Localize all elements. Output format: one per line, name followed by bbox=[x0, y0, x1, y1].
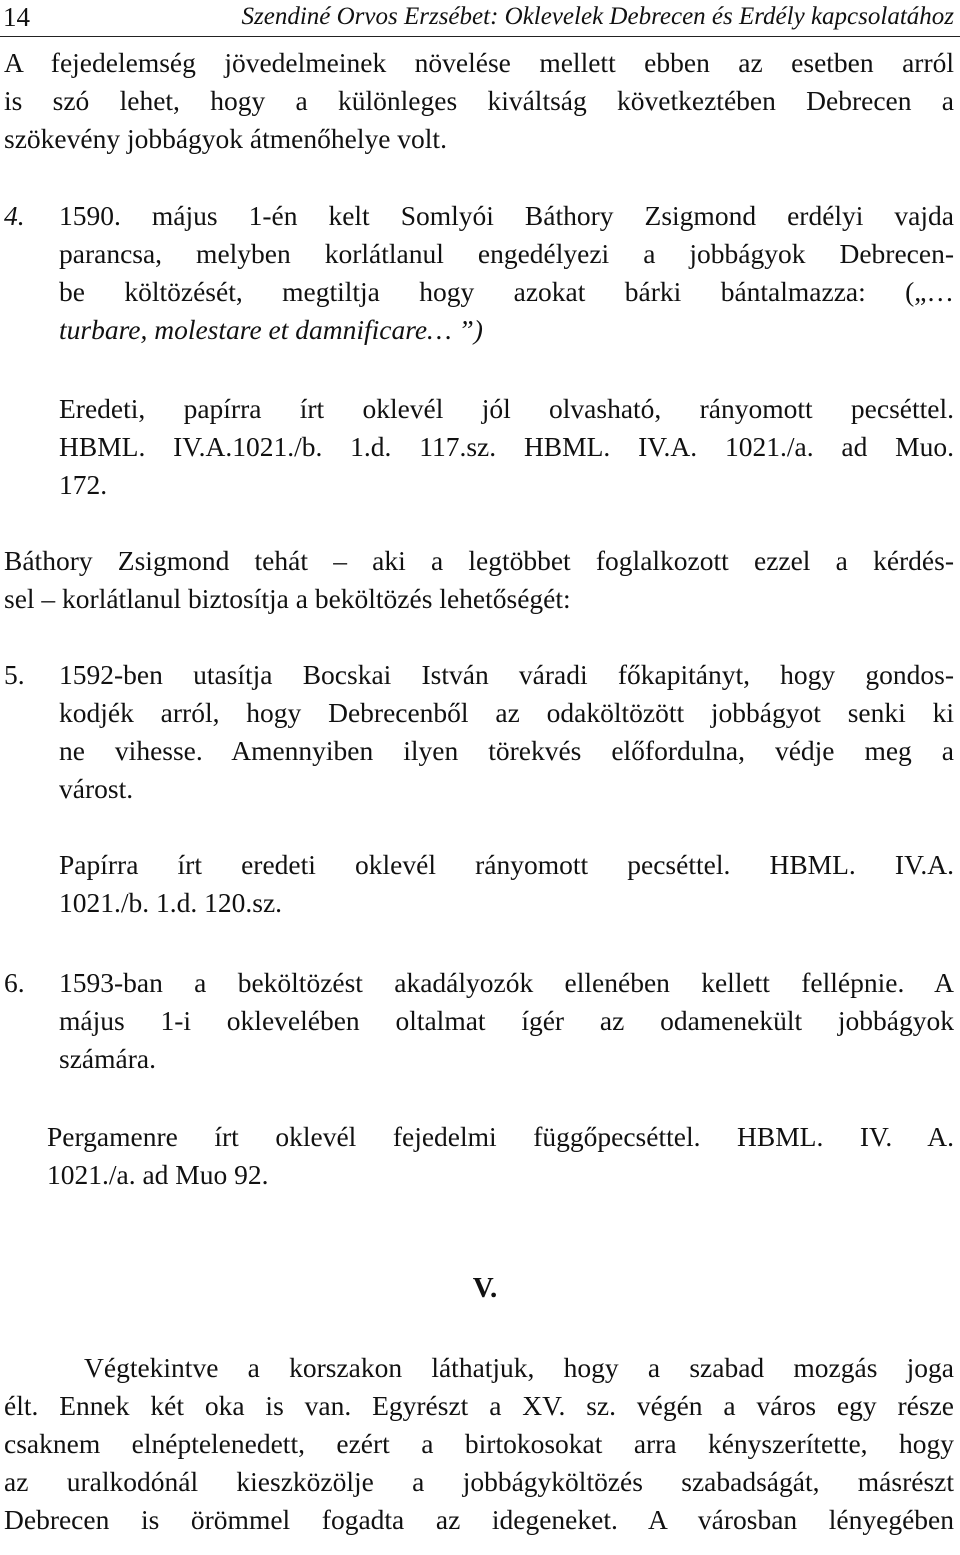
text-line: az uralkodónál kieszközölje a jobbágyköltözés szabadságát, másrészt bbox=[4, 1466, 954, 1497]
text-line: várost. bbox=[59, 773, 134, 804]
page-header bbox=[0, 0, 960, 37]
item-6-source bbox=[47, 1118, 954, 1194]
text-line: Debrecen is örömmel fogadta az idegeneket. A városban lényegében bbox=[4, 1504, 954, 1535]
text-line: 1021./a. ad Muo 92. bbox=[47, 1159, 269, 1190]
text-line: ne vihesse. Amennyiben ilyen törekvés előfordulna, védje meg a bbox=[59, 735, 954, 766]
text-line: május 1-i oklevelében oltalmat ígér az odamenekült jobbágyok bbox=[59, 1005, 954, 1036]
item-5-source bbox=[59, 846, 954, 922]
text-line: számára. bbox=[59, 1043, 156, 1074]
text-line: csaknem elnéptelenedett, ezért a birtokosokat arra kényszerítette, hogy bbox=[4, 1428, 954, 1459]
page-number: 14 bbox=[3, 2, 30, 32]
text-line: sel – korlátlanul biztosítja a beköltözés lehetőségét: bbox=[4, 583, 571, 614]
text-line: 172. bbox=[59, 469, 108, 500]
text-line: 1593-ban a beköltözést akadályozók ellenében kellett fellépnie. A bbox=[59, 967, 954, 998]
item-number: 5. bbox=[4, 659, 25, 690]
text-line: élt. Ennek két oka is van. Egyrészt a XV. sz. végén a város egy része bbox=[4, 1390, 954, 1421]
bathory-paragraph bbox=[4, 542, 954, 618]
text-line: 1592-ben utasítja Bocskai István váradi főkapitányt, hogy gondos- bbox=[59, 659, 954, 690]
text-line: Pergamenre írt oklevél fejedelmi függőpecséttel. HBML. IV. A. bbox=[47, 1121, 954, 1152]
text-line: A fejedelemség jövedelmeinek növelése mellett ebben az esetben arról bbox=[4, 47, 954, 78]
item-number: 4. bbox=[4, 200, 25, 231]
text-line: HBML. IV.A.1021./b. 1.d. 117.sz. HBML. IV.A. 1021./a. ad Muo. bbox=[59, 431, 954, 462]
text-line: 1021./b. 1.d. 120.sz. bbox=[59, 887, 283, 918]
intro-paragraph bbox=[4, 44, 954, 158]
text-line: Papírra írt eredeti oklevél rányomott pecséttel. HBML. IV.A. bbox=[59, 849, 954, 880]
text-line: Eredeti, papírra írt oklevél jól olvasható, rányomott pecséttel. bbox=[59, 393, 954, 424]
item-text bbox=[59, 656, 954, 808]
text-line: 1590. május 1-én kelt Somlyói Báthory Zsigmond erdélyi vajda bbox=[59, 200, 954, 231]
latin-quote: turbare, molestare et damnificare… ”) bbox=[59, 314, 483, 345]
section-heading: V. bbox=[472, 1272, 498, 1304]
running-title: Szendiné Orvos Erzsébet: Oklevelek Debrecen és Erdély kapcsolatához bbox=[241, 3, 954, 30]
text-line: Végtekintve a korszakon láthatjuk, hogy a szabad mozgás joga bbox=[84, 1352, 954, 1383]
text-line: is szó lehet, hogy a különleges kiváltság következtében Debrecen a bbox=[4, 85, 954, 116]
document-item-6 bbox=[4, 964, 954, 1084]
text-line: szökevény jobbágyok átmenőhelye volt. bbox=[4, 123, 447, 154]
text-line: be költözését, megtiltja hogy azokat bárki bántalmazza: („… bbox=[59, 276, 954, 307]
item-4-source bbox=[59, 390, 954, 504]
item-text bbox=[59, 964, 954, 1078]
item-text bbox=[59, 197, 954, 349]
item-number: 6. bbox=[4, 967, 25, 998]
text-line: Báthory Zsigmond tehát – aki a legtöbbet foglalkozott ezzel a kérdés- bbox=[4, 545, 954, 576]
text-line: kodjék arról, hogy Debrecenből az odaköltözött jobbágyot senki ki bbox=[59, 697, 954, 728]
document-item-5 bbox=[4, 656, 954, 816]
text-line: parancsa, melyben korlátlanul engedélyezi a jobbágyok Debrecen- bbox=[59, 238, 954, 269]
section-paragraph bbox=[4, 1349, 954, 1539]
